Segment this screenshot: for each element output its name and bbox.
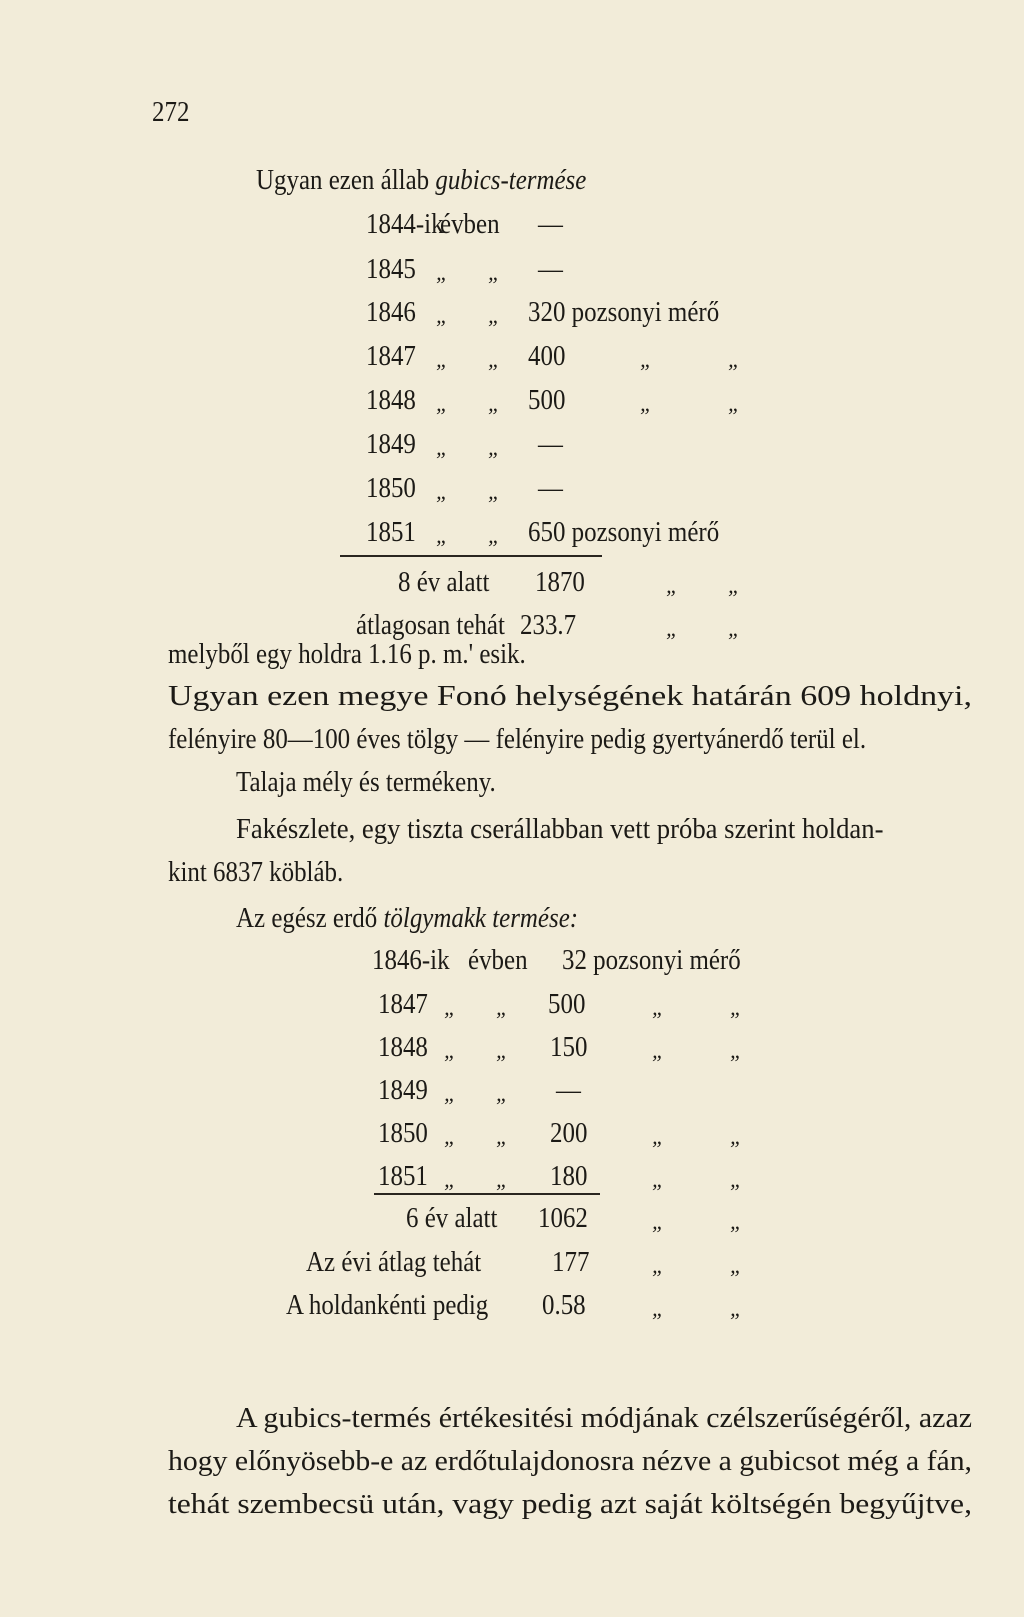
s2-row-year: 1846-ik [372,944,450,976]
s2-row-year: 1851 [378,1160,428,1192]
page-number: 272 [152,96,190,128]
s1-row-year: 1848 [366,384,416,416]
ditto-mark: „ [652,1167,665,1192]
ditto-mark: „ [436,347,449,372]
s1-row-year: 1844-ik [366,208,444,240]
ditto-mark: „ [444,1038,457,1063]
ditto-mark: „ [730,1209,743,1234]
ditto-mark: „ [488,347,501,372]
section2-intro: Az egész erdő tölgymakk termése: [236,902,579,934]
ditto-mark: „ [652,995,665,1020]
ditto-mark: „ [652,1209,665,1234]
s2-row-unit: évben [468,944,528,976]
ditto-mark: „ [730,1253,743,1278]
s2-total-value: 1062 [538,1202,588,1234]
ditto-mark: „ [496,1038,509,1063]
ditto-mark: „ [730,1038,743,1063]
s2-row-value: — [556,1074,581,1106]
ditto-mark: „ [436,523,449,548]
ditto-mark: „ [728,391,741,416]
ditto-mark: „ [436,303,449,328]
ditto-mark: „ [730,995,743,1020]
ditto-mark: „ [640,347,653,372]
ditto-mark: „ [488,260,501,285]
ditto-mark: „ [730,1124,743,1149]
ditto-mark: „ [652,1296,665,1321]
s2-row-year: 1849 [378,1074,428,1106]
ditto-mark: „ [444,1124,457,1149]
s1-total-label: 8 év alatt [398,566,490,598]
s2-row-value: 180 [550,1160,588,1192]
s2-row-value: 32 pozsonyi mérő [562,944,741,976]
ditto-mark: „ [730,1167,743,1192]
ditto-mark: „ [444,995,457,1020]
ditto-mark: „ [488,391,501,416]
ditto-mark: „ [436,391,449,416]
s2-avg-label: Az évi átlag tehát [306,1246,482,1278]
ditto-mark: „ [730,1296,743,1321]
s1-total-value: 1870 [535,566,585,598]
s1-row-value: 320 pozsonyi mérő [528,296,720,328]
paragraph-line: A gubics-termés értékesitési módjának czélszerűségéről, azaz [236,1402,972,1434]
s1-row-value: 500 [528,384,566,416]
ditto-mark: „ [488,523,501,548]
ditto-mark: „ [728,573,741,598]
s1-row-value: 400 [528,340,566,372]
paragraph-line: hogy előnyösebb-e az erdőtulajdonosra nézve a gubicsot még a fán, [168,1445,972,1477]
paragraph-line: Talaja mély és termékeny. [236,766,496,798]
s2-total-label: 6 év alatt [406,1202,498,1234]
s2-hold-label: A holdankénti pedig [286,1289,489,1321]
s1-row-year: 1846 [366,296,416,328]
ditto-mark: „ [488,435,501,460]
s2-row-value: 500 [548,988,586,1020]
s1-row-year: 1850 [366,472,416,504]
ditto-mark: „ [488,479,501,504]
s2-row-value: 150 [550,1031,588,1063]
ditto-mark: „ [496,1081,509,1106]
s2-row-value: 200 [550,1117,588,1149]
s1-row-unit: évben [440,208,500,240]
ditto-mark: „ [640,391,653,416]
ditto-mark: „ [496,1167,509,1192]
s1-row-value: — [538,472,563,504]
ditto-mark: „ [436,479,449,504]
paragraph-line: tehát szembecsü után, vagy pedig azt saját költségén begyűjtve, [168,1488,972,1520]
ditto-mark: „ [728,347,741,372]
paragraph-line: Ugyan ezen megye Fonó helységének határán 609 holdnyi, [168,680,972,712]
s1-row-value: 650 pozsonyi mérő [528,516,720,548]
ditto-mark: „ [444,1167,457,1192]
s1-row-year: 1847 [366,340,416,372]
s1-avg-value: 233.7 [520,609,577,641]
ditto-mark: „ [436,260,449,285]
s1-row-value: — [538,208,563,240]
s1-row-year: 1845 [366,253,416,285]
ditto-mark: „ [496,1124,509,1149]
s2-row-year: 1848 [378,1031,428,1063]
ditto-mark: „ [652,1124,665,1149]
ditto-mark: „ [728,616,741,641]
sum-rule [374,1193,600,1195]
s1-row-year: 1849 [366,428,416,460]
s1-per-hold: melyből egy holdra 1.16 p. m.' esik. [168,638,526,670]
ditto-mark: „ [444,1081,457,1106]
s1-row-year: 1851 [366,516,416,548]
ditto-mark: „ [652,1038,665,1063]
ditto-mark: „ [666,616,679,641]
s1-avg-label: átlagosan tehát [356,609,505,641]
s2-avg-value: 177 [552,1246,590,1278]
ditto-mark: „ [652,1253,665,1278]
s2-row-year: 1850 [378,1117,428,1149]
sum-rule [340,555,602,557]
s2-row-year: 1847 [378,988,428,1020]
paragraph-line: kint 6837 köbláb. [168,856,344,888]
section1-intro: Ugyan ezen állab gubics-termése [256,164,587,196]
paragraph-line: Fakészlete, egy tiszta cserállabban vett próba szerint holdan- [236,813,884,845]
ditto-mark: „ [436,435,449,460]
ditto-mark: „ [666,573,679,598]
s1-row-value: — [538,428,563,460]
ditto-mark: „ [496,995,509,1020]
paragraph-line: felényire 80—100 éves tölgy — felényire pedig gyertyánerdő terül el. [168,723,867,755]
ditto-mark: „ [488,303,501,328]
s1-row-value: — [538,253,563,285]
s2-hold-value: 0.58 [542,1289,586,1321]
